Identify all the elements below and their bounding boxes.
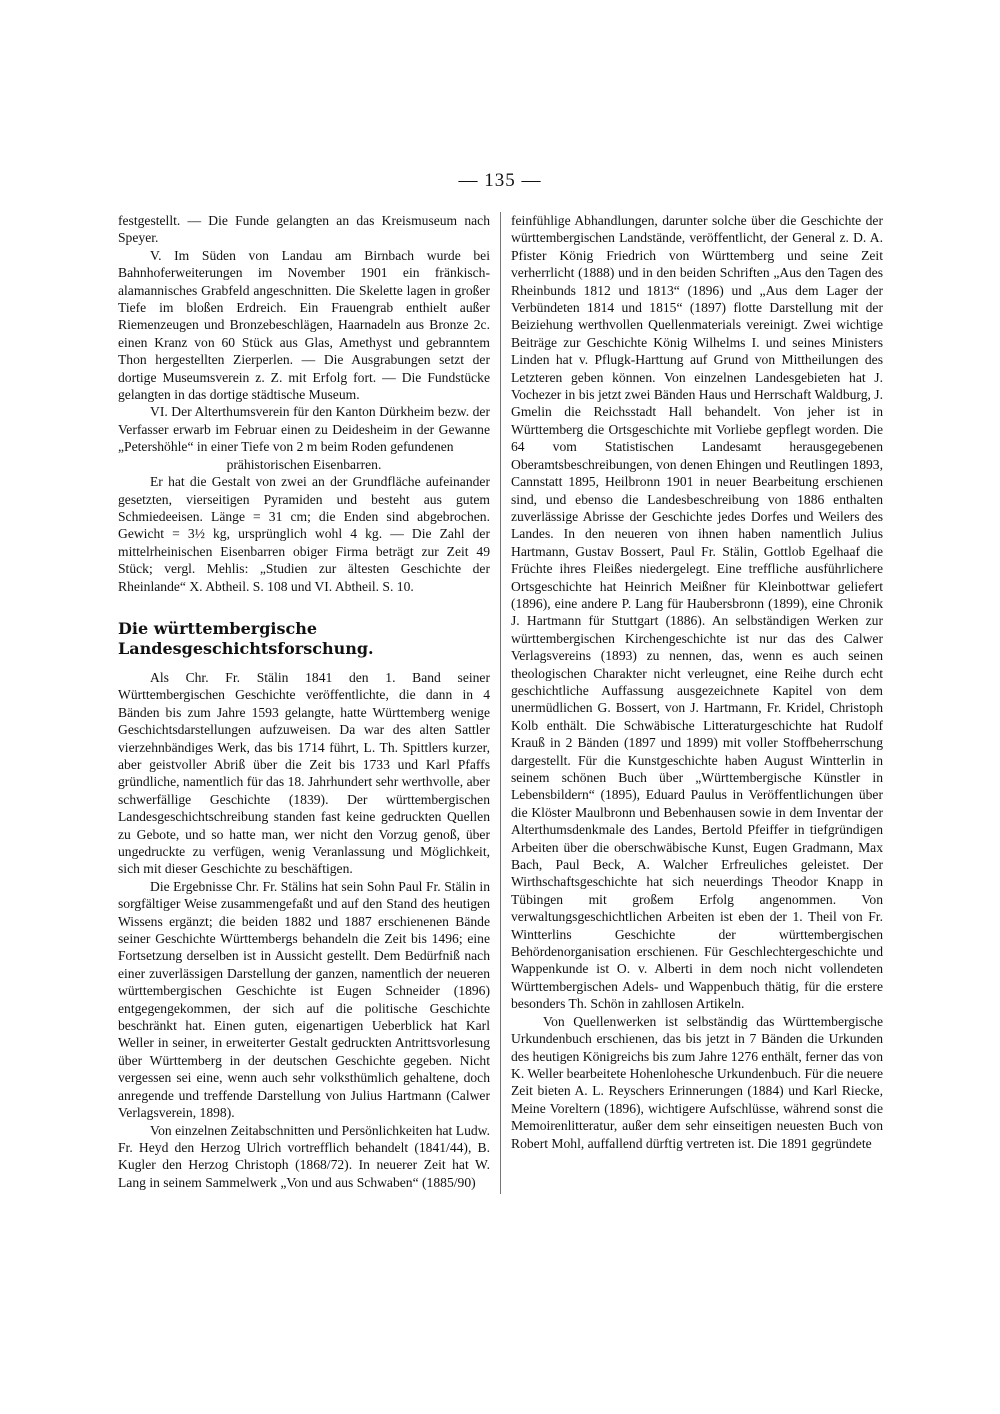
subheading: prähistorischen Eisenbarren. [226, 456, 382, 472]
paragraph: festgestellt. — Die Funde gelangten an das Kreismuseum nach Speyer. [118, 213, 490, 246]
page-number: — 135 — [458, 170, 542, 191]
paragraph: feinfühlige Abhandlungen, darunter solche über die Geschichte der württembergischen Landstände, veröffentlicht, der General z. D. A. Pfister König Friedrich von Württemberg und seine Zeit verherrlicht (1888) und in den beiden Schriften „Aus den Tagen des Rheinbunds 1812 und 1813“ (1896) und „Aus dem Lager der Verbündeten 1814 und 1815“ (1897) flotte Darstellung mit der Beiziehung werthvollen Quellenmaterials vereinigt. Zwei wichtige Beiträge zur Geschichte König Wilhelms I. und seines Ministers Linden hat v. Pflugk-Harttung auf Grund von Mittheilungen des Letzteren geben können. Von einzelnen Landesgebieten hat J. Vochezer in bis jetzt zwei Bänden Haus und Herrschaft Waldburg, J. Gmelin die Reichsstadt Hall behandelt. Von jeher ist in Württemberg die Ortsgeschichte mit Vorliebe gepflegt worden. Die 64 vom Statistischen Landesamt herausgegebenen Oberamtsbeschreibungen, von denen Ehingen und Reutlingen 1893, Cannstatt 1895, Heilbronn 1901 in neuer Bearbeitung erschienen sind, und ebenso die Landesbeschreibung von 1886 enthalten zuverlässige Abrisse der Geschichte jedes Dorfes und Weilers des Landes. In den neueren von ihnen haben namentlich Julius Hartmann, Gustav Bossert, Paul Fr. Stälin, Gottlob Egelhaaf die Früchte ihres Fleißes niedergelegt. Eine treffliche ausführlichere Ortsgeschichte hat Heinrich Meißner für Kleinbottwar geliefert (1896), eine andere P. Lang für Haubersbronn (1899), eine Chronik J. Hartmann für Stuttgart (1886). An selbständigen Werken zur württembergischen Kirchengeschichte ist nur das des Calwer Verlagsvereins (1893) zu nennen, das, wenn es auch seinen theologischen Charakter nicht verleugnet, eine Reihe durch echt geschichtliche Auffassung ausgezeichnete Kapitel von dem unermüdlichen G. Bossert, von J. Hartmann, Fr. Kridel, Christoph Kolb enthält. Die Schwäbische Litteraturgeschichte hat Rudolf Krauß in 2 Bänden (1897 und 1899) mit voller Stoffbeherrschung dargestellt. Für die Kunstgeschichte haben August Wintterlin in seinem schönen Buch über „Württembergische Künstler in Lebensbildern“ (1895), Eduard Paulus in Veröffentlichungen über die Klöster Maulbronn und Bebenhausen sowie in dem Inventar der Alterthumsdenkmale des Landes, Bertold Pfeiffer in tiefgründigen Arbeiten über die oberschwäbische Kunst, Eugen Gradmann, Max Bach, Paul Beck, A. Walcher Erfreuliches geleistet. Der Wirthschaftsgeschichte hat sich neuerdings Theodor Knapp in Tübingen mit großem Erfolg angenommen. Von verwaltungsgeschichtlichen Arbeiten ist eben der 1. Theil von Fr. Wintterlins Geschichte der württembergischen Behördenorganisation erschienen. Für Geschlechtergeschichte und Wappenkunde ist O. v. Alberti in dem noch nicht vollendeten Württembergischen Adels- und Wappenbuch thätig, für die erstere besonders Th. Schön in zahllosen Artikeln. [511, 213, 883, 1012]
paragraph: Als Chr. Fr. Stälin 1841 den 1. Band seiner Württembergischen Geschichte veröffentlichte, die dann in 4 Bänden bis zum Jahre 1593 gelangte, hatte Württemberg wenige Geschichtsdarstellungen aufzuweisen. Da war des alten Sattler vierzehnbändiges Werk, das bis 1714 führt, L. Th. Spittlers kurzer, aber geistvoller Abriß über die Zeit bis 1733 und Karl Pfaffs gründliche, namentlich für das 18. Jahrhundert sehr werthvolle, aber schwerfällige Geschichte (1839). Der württembergischen Landesgeschichtschreibung standen fast keine gedruckten Quellen zu Gebote, und so hatte man, wer nicht den Vorzug genoß, über ungedruckte zu verfügen, wenig Veranlassung und Möglichkeit, sich mit dieser Geschichte zu beschäftigen. [118, 669, 490, 877]
right-column [511, 212, 883, 1152]
left-column [118, 212, 490, 1191]
paragraph: Er hat die Gestalt von zwei an der Grundfläche aufeinander gesetzten, vierseitigen Pyramiden und besteht aus gutem Schmiedeeisen. Länge = 31 cm; die Enden sind abgebrochen. Gewicht = 3½ kg, ursprünglich wohl 4 kg. — Die Zahl der mittelrheinischen Eisenbarren obiger Firma beträgt zur Zeit 49 Stück; vergl. Mehlis: „Studien zur ältesten Geschichte der Rheinlande“ X. Abtheil. S. 108 und VI. Abtheil. S. 10. [118, 474, 490, 594]
paragraph: VI. Der Alterthumsverein für den Kanton Dürkheim bezw. der Verfasser erwarb im Februar einen zu Deidesheim in der Gewanne „Petershöhle“ in einer Tiefe von 2 m beim Roden gefundenen [118, 404, 490, 455]
paragraph: Von einzelnen Zeitabschnitten und Persönlichkeiten hat Ludw. Fr. Heyd den Herzog Ulrich vortrefflich behandelt (1841/44), B. Kugler den Herzog Christoph (1868/72). In neuerer Zeit hat W. Lang in seinem Sammelwerk „Von und aus Schwaben“ (1885/90) [118, 1122, 490, 1190]
paragraph: Von Quellenwerken ist selbständig das Württembergische Urkundenbuch erschienen, das bis jetzt in 7 Bänden die Urkunden des heutigen Königreichs bis zum Jahre 1276 enthält, ferner das von K. Weller bearbeitete Hohenlohesche Urkundenbuch. Für die neuere Zeit bieten A. L. Reyschers Erinnerungen (1884) und Karl Riecke, Meine Voreltern (1896), wichtigere Aufschlüsse, während sonst die Memoirenlitteratur, außer dem sehr einseitigen neuesten Buch von Robert Mohl, auffallend dürftig vertreten ist. Die 1891 gegründete [511, 1013, 883, 1151]
paragraph: Die Ergebnisse Chr. Fr. Stälins hat sein Sohn Paul Fr. Stälin in sorgfältiger Weise zusammengefaßt und auf den Stand des heutigen Wissens ergänzt; die beiden 1882 und 1887 erschienenen Bände seiner Geschichte Württembergs behandeln die Zeit bis 1496; eine Fortsetzung derselben ist in Aussicht gestellt. Dem Bedürfniß nach einer zuverlässigen Darstellung der ganzen, namentlich der neueren württembergischen Geschichte ist Eugen Schneider (1896) entgegengekommen, der sich auf die politische Geschichte beschränkt hat. Einen guten, eigenartigen Ueberblick hat Karl Weller in seiner, in erweiterter Gestalt gedruckten Antrittsvorlesung über Württemberg in der deutschen Geschichte gegeben. Nicht vergessen sei eine, wenn auch sehr volksthümlich gehaltene, doch anregende und treffende Darstellung von Julius Hartmann (Calwer Verlagsverein, 1898). [118, 878, 490, 1121]
paragraph: V. Im Süden von Landau am Birnbach wurde bei Bahnhoferweiterungen im November 1901 ein fränkisch-alamannisches Grabfeld angeschnitten. Die Skelette lagen in großer Tiefe im bloßen Erdreich. Ein Frauengrab enthielt außer Riemenzeugen und Bronzebeschlägen, Haarnadeln aus Bronze 2c. einen Kranz von 60 Stück aus Glas, Amethyst und gebranntem Thon hergestellten Zierperlen. — Die Ausgrabungen setzt der dortige Museumsverein z. Z. mit Erfolg fort. — Die Fundstücke gelangten in das dortige städtische Museum. [118, 247, 490, 403]
section-heading: Die württembergische Landesgeschichtsforschung. [118, 618, 374, 658]
column-divider [500, 212, 501, 1194]
